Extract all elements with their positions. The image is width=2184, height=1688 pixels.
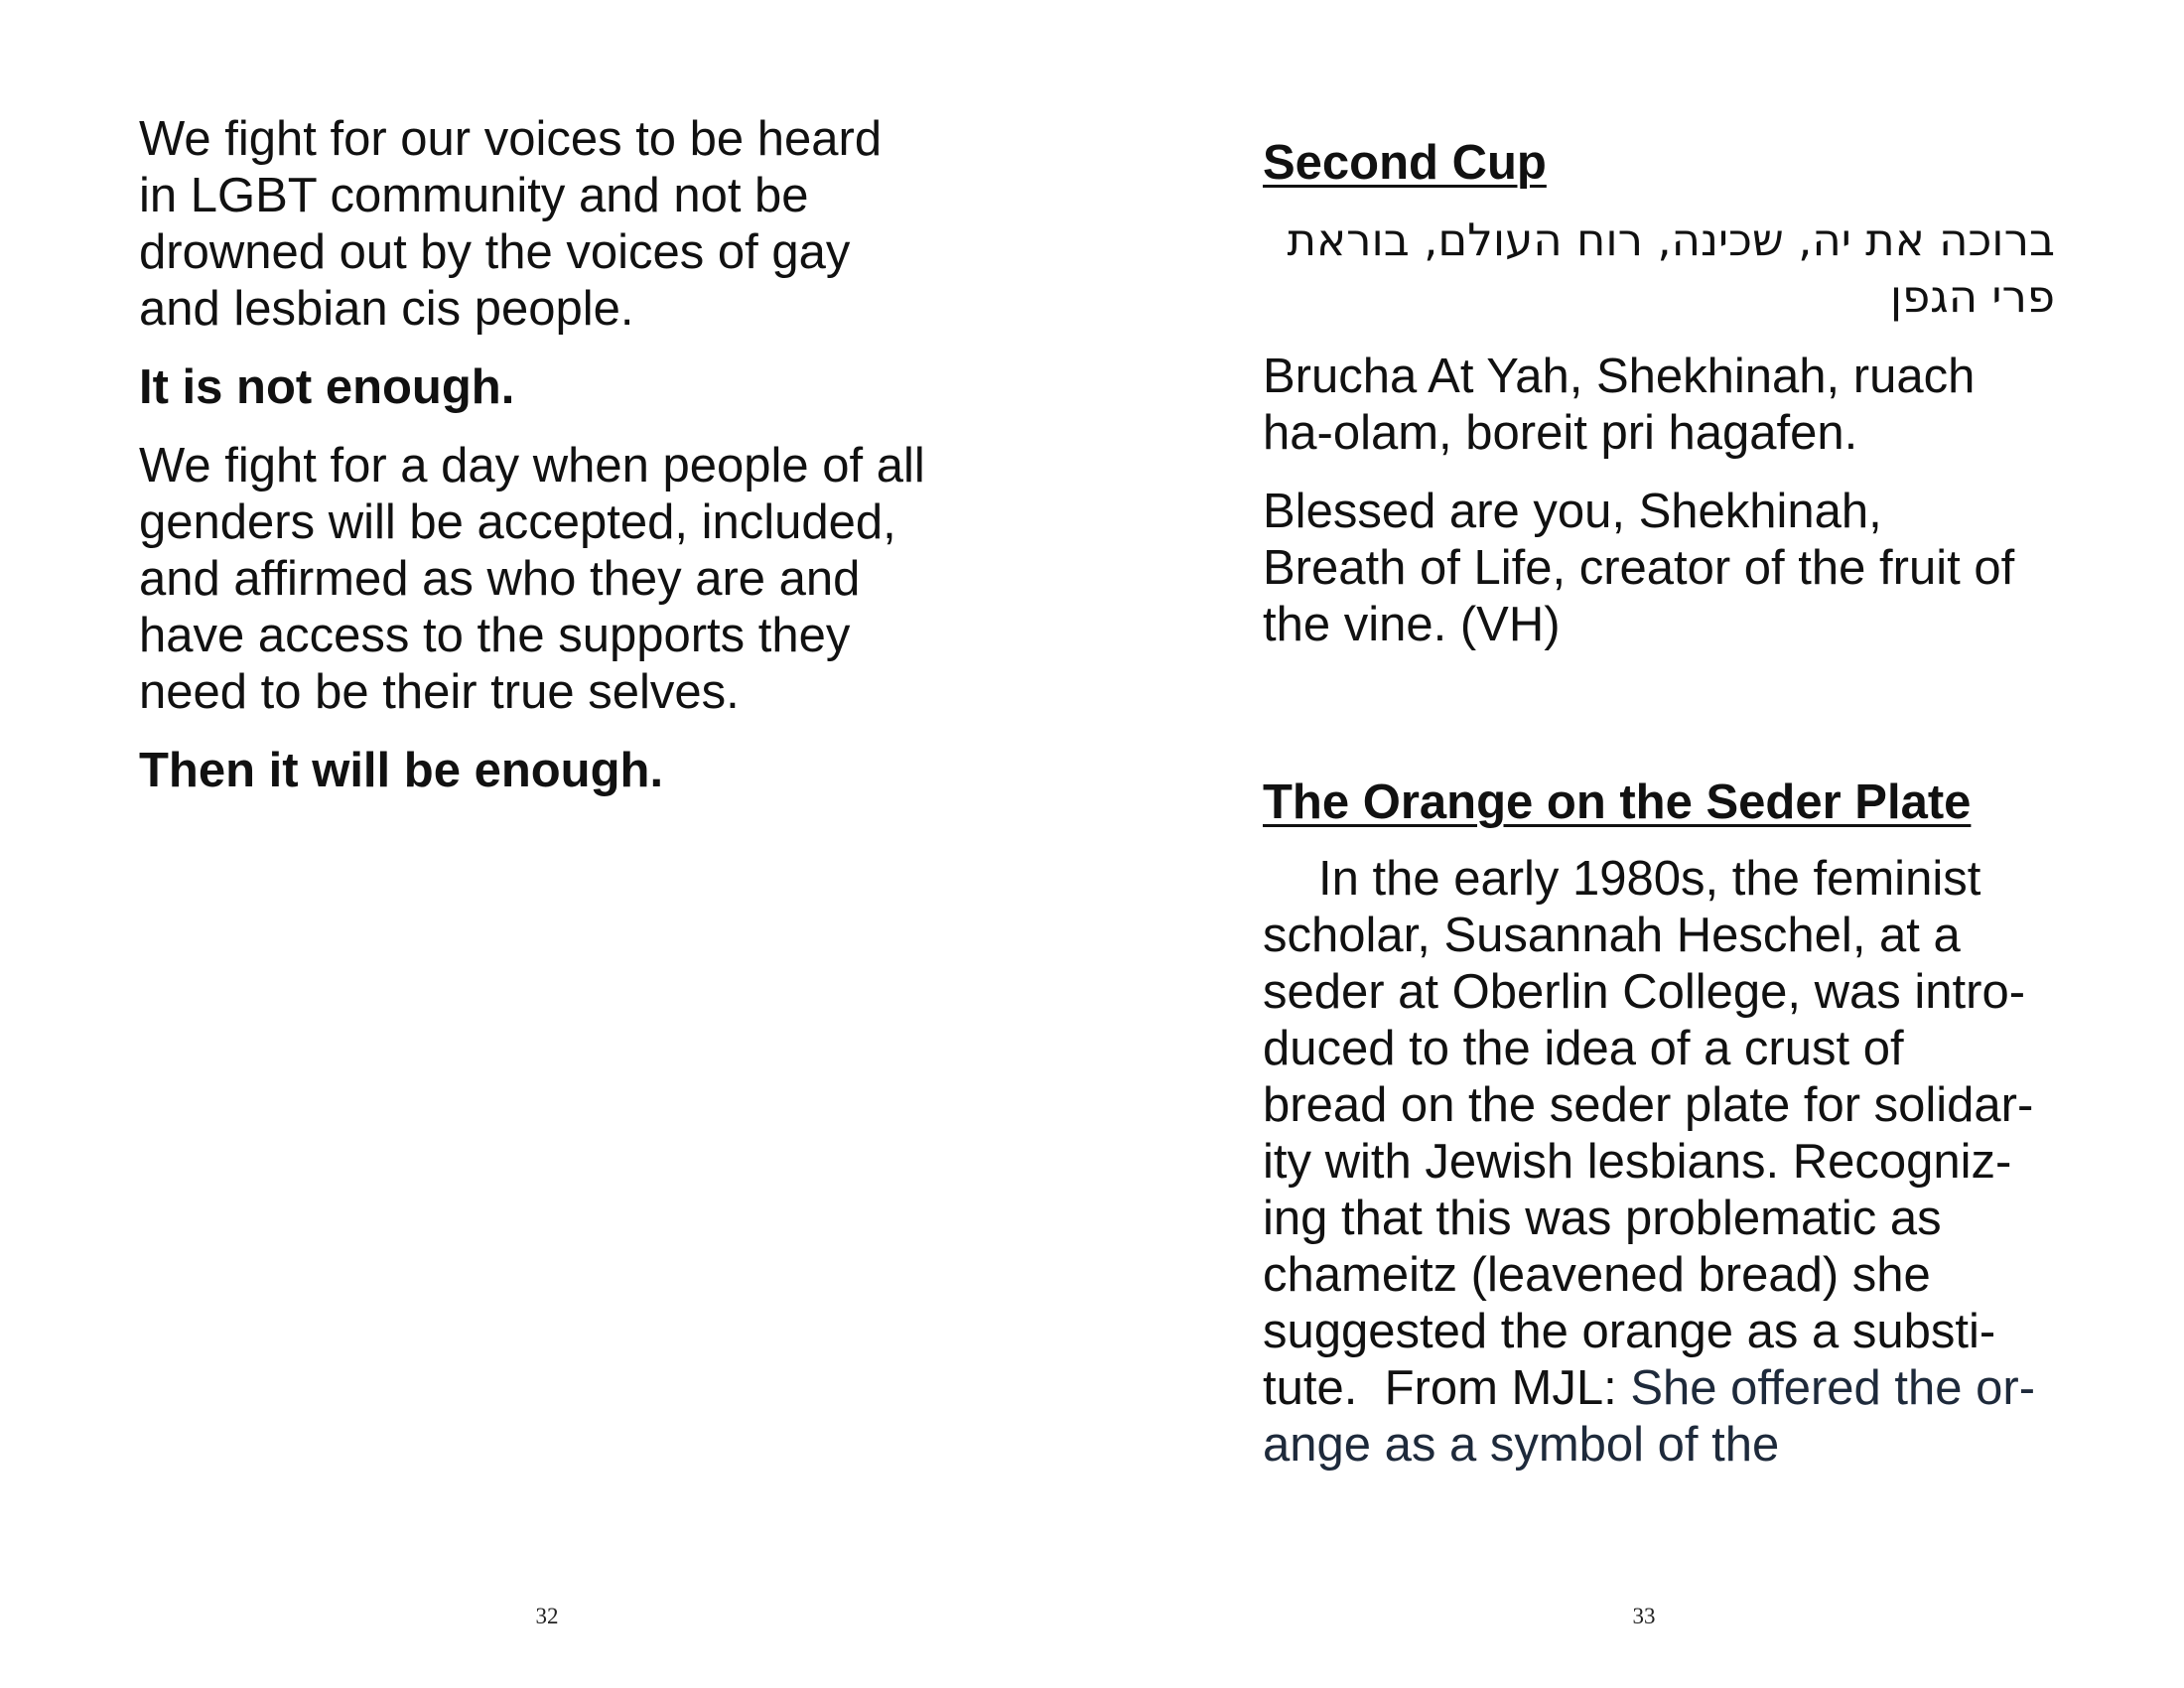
text-line: seder at Oberlin College, was intro- [1263,965,2026,1019]
section-spacer [1263,675,2176,774]
paragraph-voices [139,111,963,338]
text-line: chameitz (leavened bread) she [1263,1248,1931,1302]
text-line: We fight for our voices to be heard [139,112,883,166]
text-line: ity with Jewish lesbians. Recogniz- [1263,1135,2012,1189]
transliteration [1263,349,2176,462]
right-page [1092,0,2184,1688]
paragraph-orange-history [1263,851,2176,1474]
text-line: Brucha At Yah, Shekhinah, ruach [1263,350,1976,403]
page-number: 33 [1632,1604,1656,1628]
hebrew-line: ברוכה את יה, שכינה, רוח העולם, בוראת [1287,213,2055,266]
text-line: genders will be accepted, included, [139,495,896,549]
bold-statement-enough: Then it will be enough. [139,744,664,797]
text-line: tute. From MJL: [1263,1361,1631,1415]
page-number: 32 [535,1604,559,1628]
translation [1263,484,2176,653]
text-line: In the early 1980s, the feminist [1318,852,1981,906]
text-line: in LGBT community and not be [139,169,809,222]
quoted-text: ange as a symbol of the [1263,1418,1780,1472]
text-line: have access to the supports they [139,609,851,662]
hebrew-line: פרי הגפן [1889,270,2055,323]
text-line: and affirmed as who they are and [139,552,861,606]
text-line: Breath of Life, creator of the fruit of [1263,541,2015,595]
text-line: ha-olam, boreit pri hagafen. [1263,406,1858,460]
text-line: drowned out by the voices of gay [139,225,851,279]
text-line: scholar, Susannah Heschel, at a [1263,909,1961,962]
bold-statement-not-enough: It is not enough. [139,360,515,414]
hebrew-blessing [1263,211,2055,325]
text-line: the vine. (VH) [1263,598,1561,651]
paragraph-genders [139,438,963,721]
text-line: and lesbian cis people. [139,282,634,336]
text-line: need to be their true selves. [139,665,740,719]
heading-second-cup: Second Cup [1263,136,1547,190]
heading-orange-seder-plate: The Orange on the Seder Plate [1263,775,1972,829]
text-line: Blessed are you, Shekhinah, [1263,485,1882,538]
left-text-column [139,111,963,821]
right-text-column [1263,135,2176,1474]
text-line: ing that this was problematic as [1263,1192,1942,1245]
text-line: We fight for a day when people of all [139,439,925,492]
text-line: duced to the idea of a crust of [1263,1022,1904,1075]
quoted-text: She offered the or- [1630,1361,2036,1415]
text-line: bread on the seder plate for solidar- [1263,1078,2034,1132]
text-line: suggested the orange as a substi- [1263,1305,1996,1358]
